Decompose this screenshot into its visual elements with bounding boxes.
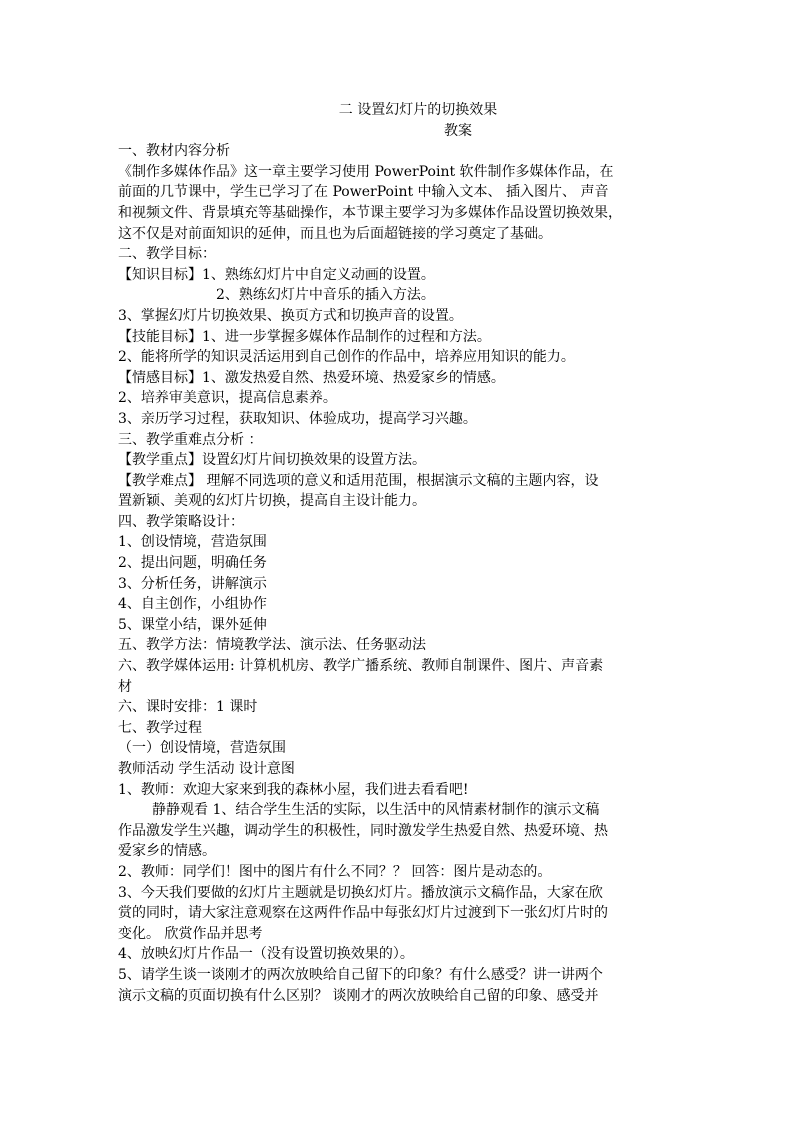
process-line: 1、教师：欢迎大家来到我的森林小屋，我们进去看看吧! (118, 781, 469, 798)
process-line: 静静观看 1、结合学生生活的实际，以生活中的风情素材制作的演示文稿 (152, 802, 600, 819)
goal-line: 2、培养审美意识，提高信息素养。 (118, 390, 337, 407)
activity-columns-header: 教师活动 学生活动 设计意图 (118, 761, 295, 777)
section-heading: 六、课时安排：1 课时 (118, 699, 258, 716)
subsection-heading: （一）创设情境，营造氛围 (118, 740, 286, 757)
process-line: 演示文稿的页面切换有什么区别？ 谈刚才的两次放映给自己留的印象、感受并 (118, 987, 599, 1004)
section-heading: 七、教学过程 (118, 719, 202, 736)
document-page (118, 100, 678, 1006)
process-line: 2、教师：同学们！图中的图片有什么不同？？ 回答：图片是动态的。 (118, 863, 552, 880)
paragraph-line: 《制作多媒体作品》这一章主要学习使用 PowerPoint 软件制作多媒体作品，在 (118, 163, 614, 180)
goal-line: 2、能将所学的知识灵活运用到自己创作的作品中，培养应用知识的能力。 (118, 349, 575, 366)
goal-line: 3、亲历学习过程，获取知识、体验成功，提高学习兴趣。 (118, 410, 477, 427)
difficulty-line: 置新颖、美观的幻灯片切换，提高自主设计能力。 (118, 493, 426, 510)
document-title: 二 设置幻灯片的切换效果 (338, 102, 498, 118)
process-line: 4、放映幻灯片作品一（没有设置切换效果的）。 (118, 946, 414, 963)
process-line: 爱家乡的情感。 (118, 843, 216, 860)
section-heading: 五、教学方法：情境教学法、演示法、任务驱动法 (118, 637, 426, 654)
process-line: 赏的同时，请大家注意观察在这两件作品中每张幻灯片过渡到下一张幻灯片时的 (118, 905, 608, 922)
goal-line: 2、熟练幻灯片中音乐的插入方法。 (216, 287, 435, 304)
section-heading: 一、教材内容分析 (118, 143, 230, 160)
paragraph-line: 材 (118, 678, 132, 695)
process-line: 作品激发学生兴趣，调动学生的积极性，同时激发学生热爱自然、热爱环境、热 (118, 822, 608, 839)
strategy-item: 1、创设情境，营造氛围 (118, 534, 267, 551)
section-heading: 六、教学媒体运用: 计算机机房、教学广播系统、教师自制课件、图片、声音素 (118, 658, 604, 675)
goal-line: 【情感目标】1、激发热爱自然、热爱环境、热爱家乡的情感。 (118, 369, 505, 386)
process-line: 5、请学生谈一谈刚才的两次放映给自己留下的印象？有什么感受？讲一讲两个 (118, 966, 603, 983)
paragraph-line: 这不仅是对前面知识的延伸，而且也为后面超链接的学习奠定了基础。 (118, 225, 552, 242)
section-heading: 三、教学重难点分析 ： (118, 431, 263, 448)
goal-line: 【技能目标】1、进一步掌握多媒体作品制作的过程和方法。 (118, 328, 491, 345)
paragraph-line: 和视频文件、背景填充等基础操作，本节课主要学习为多媒体作品设置切换效果， (118, 204, 622, 221)
process-line: 变化。 欣赏作品并思考 (118, 925, 263, 942)
section-heading: 四、教学策略设计： (118, 513, 244, 530)
section-heading: 二、教学目标： (118, 246, 216, 263)
strategy-item: 4、自主创作，小组协作 (118, 596, 267, 613)
goal-line: 【知识目标】1、熟练幻灯片中自定义动画的设置。 (118, 266, 435, 283)
key-point-line: 【教学重点】设置幻灯片间切换效果的设置方法。 (118, 452, 426, 469)
difficulty-line: 【教学难点】 理解不同选项的意义和适用范围，根据演示文稿的主题内容，设 (118, 472, 599, 489)
document-subtitle: 教案 (444, 122, 472, 139)
strategy-item: 2、提出问题，明确任务 (118, 555, 267, 572)
process-line: 3、今天我们要做的幻灯片主题就是切换幻灯片。播放演示文稿作品，大家在欣 (118, 884, 603, 901)
goal-line: 3、掌握幻灯片切换效果、换页方式和切换声音的设置。 (118, 307, 463, 324)
strategy-item: 5、课堂小结，课外延伸 (118, 616, 267, 633)
paragraph-line: 前面的几节课中，学生已学习了在 PowerPoint 中输入文本、 插入图片、 声音 (118, 184, 609, 201)
strategy-item: 3、分析任务，讲解演示 (118, 575, 267, 592)
